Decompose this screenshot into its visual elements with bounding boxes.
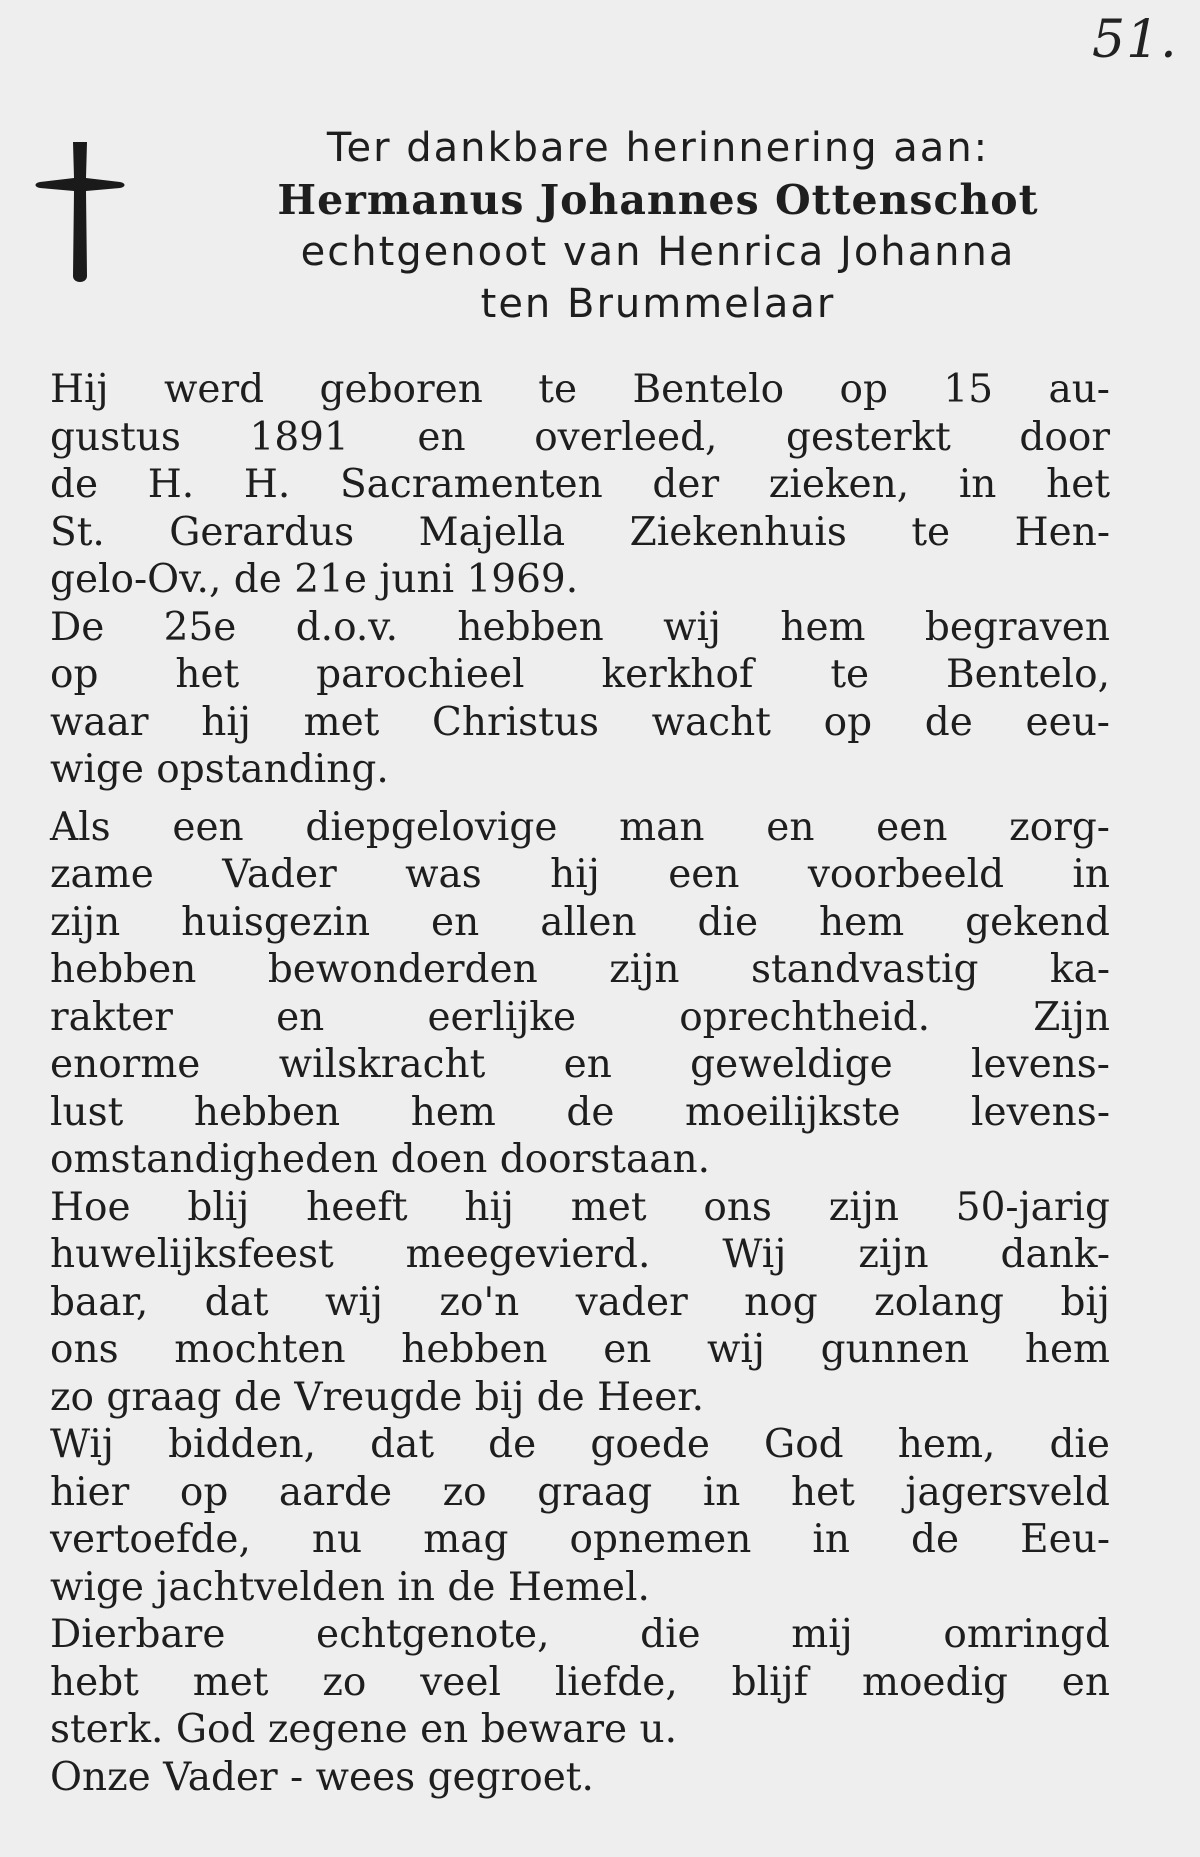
text-line: Wij bidden, dat de goede God hem, die	[50, 1422, 1110, 1467]
text-line: gustus 1891 en overleed, gesterkt door	[50, 414, 1110, 460]
text-line: enorme wilskracht en geweldige levens-	[50, 1042, 1110, 1087]
text-line: lust hebben hem de moeilijkste levens-	[50, 1089, 1110, 1135]
text-line: Hoe blij heeft hij met ons zijn 50-jarig	[50, 1184, 1110, 1230]
text-line: vertoefde, nu mag opnemen in de Eeu-	[50, 1517, 1110, 1562]
text-line: Dierbare echtgenote, die mij omringd	[50, 1612, 1110, 1657]
text-line: op het parochieel kerkhof te Bentelo,	[50, 652, 1110, 697]
text-line: wige jachtvelden in de Hemel.	[50, 1564, 650, 1610]
text-line: Als een diepgelovige man en een zorg-	[50, 804, 1110, 850]
text-line: omstandigheden doen doorstaan.	[50, 1137, 710, 1182]
text-line: zame Vader was hij een voorbeeld in	[50, 852, 1110, 897]
text-line: sterk. God zegene en beware u.	[50, 1707, 678, 1752]
text-line: De 25e d.o.v. hebben wij hem begraven	[50, 604, 1110, 650]
text-line: baar, dat wij zo'n vader nog zolang bij	[50, 1279, 1110, 1325]
page-number: 51.	[1092, 10, 1178, 70]
text-line: zijn huisgezin en allen die hem gekend	[50, 899, 1110, 945]
text-line: hebben bewonderden zijn standvastig ka-	[50, 947, 1110, 992]
paragraph-gap	[50, 794, 1110, 804]
deceased-name: Hermanus Johannes Ottenschot	[277, 176, 1039, 224]
card-header	[196, 122, 1120, 330]
memorial-text	[50, 366, 1110, 1801]
text-line: huwelijksfeest meegevierd. Wij zijn dank-	[50, 1232, 1110, 1277]
text-line: hier op aarde zo graag in het jagersveld	[50, 1469, 1110, 1515]
spouse-line-2: ten Brummelaar	[480, 281, 836, 327]
text-line: St. Gerardus Majella Ziekenhuis te Hen-	[50, 509, 1110, 555]
text-line: gelo-Ov., de 21e juni 1969.	[50, 557, 579, 602]
intro-text: Ter dankbare herinnering aan:	[326, 125, 990, 171]
text-line: zo graag de Vreugde bij de Heer.	[50, 1374, 705, 1420]
text-line: Hij werd geboren te Bentelo op 15 au-	[50, 367, 1110, 412]
closing-prayer: Onze Vader - wees gegroet.	[50, 1754, 594, 1800]
text-line: hebt met zo veel liefde, blijf moedig en	[50, 1659, 1110, 1705]
text-line: waar hij met Christus wacht op de eeu-	[50, 699, 1110, 745]
text-line: de H. H. Sacramenten der zieken, in het	[50, 462, 1110, 507]
text-line: rakter en eerlijke oprechtheid. Zijn	[50, 994, 1110, 1040]
spouse-line-1: echtgenoot van Henrica Johanna	[300, 229, 1016, 275]
text-line: wige opstanding.	[50, 747, 389, 792]
latin-cross-icon	[34, 138, 126, 288]
text-line: ons mochten hebben en wij gunnen hem	[50, 1327, 1110, 1372]
